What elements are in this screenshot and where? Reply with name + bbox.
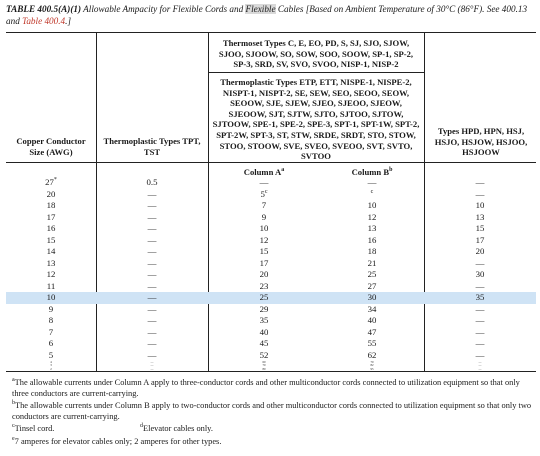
column-a-cell: 17 bbox=[259, 257, 269, 268]
hpd-cell: 20 bbox=[475, 246, 485, 256]
table-row bbox=[6, 338, 536, 350]
column-a-cell: 70 bbox=[262, 364, 266, 368]
table-row bbox=[6, 235, 536, 247]
hpd-cell: 10 bbox=[475, 200, 485, 210]
column-a-cell: 25 bbox=[259, 292, 269, 302]
hpd-hpn-header: Types HPD, HPN, HSJ, HSJO, HSJOW, HSJOO, HSJOOW bbox=[434, 126, 528, 158]
table-top-rule bbox=[6, 32, 536, 33]
table-row bbox=[6, 258, 536, 270]
size-cell: 16 bbox=[46, 223, 56, 233]
size-cell: 11 bbox=[46, 280, 56, 291]
size-cell: 20 bbox=[46, 188, 56, 199]
column-b-cell: 62 bbox=[367, 349, 377, 360]
column-a-cell: 40 bbox=[259, 326, 269, 337]
table-row bbox=[6, 189, 536, 201]
column-a-header bbox=[208, 167, 320, 177]
tpt-cell: — bbox=[147, 188, 157, 199]
column-a-cell: 52 bbox=[259, 349, 269, 360]
hpd-cell: — bbox=[475, 326, 485, 337]
table-row bbox=[6, 315, 536, 327]
tpt-cell: — bbox=[147, 326, 157, 337]
hpd-cell: — bbox=[475, 315, 485, 325]
hpd-cell: — bbox=[475, 188, 485, 199]
column-b-sup: b bbox=[389, 167, 393, 174]
table-row bbox=[6, 246, 536, 258]
hpd-cell: — bbox=[478, 364, 482, 368]
column-a-cell: 35 bbox=[259, 315, 269, 325]
tpt-cell: — bbox=[147, 223, 157, 233]
footnote-c: $^c$Tinsel cord. bbox=[12, 423, 55, 433]
hpd-cell: — bbox=[475, 338, 485, 348]
column-b-cell: 25 bbox=[367, 269, 377, 279]
tpt-cell: — bbox=[150, 367, 154, 371]
column-a-cell: 9 bbox=[261, 211, 267, 222]
size-cell: 14 bbox=[46, 246, 56, 256]
hpd-cell: — bbox=[475, 280, 485, 291]
column-a-cell: 60 bbox=[262, 361, 266, 364]
column-b-cell: 70 bbox=[370, 361, 374, 364]
hpd-cell: 13 bbox=[475, 211, 485, 222]
size-cell: 5 bbox=[48, 349, 54, 360]
tpt-cell: — bbox=[147, 246, 157, 256]
hpd-cell: — bbox=[478, 361, 482, 364]
hpd-cell: — bbox=[475, 177, 485, 187]
thermoplastic-types-header: Thermoplastic Types ETP, ETT, NISPE-1, NISPE-2, NISPT-1, NISPT-2, SE, SEW, SEO, SEOO, SEOW, SEOOW, SJE, SJEW, SJEO, SJEOO, SJEOW, SJEOOW, SJT, SJTW, SJTO, SJTOO, SJTOW, SJTOOW, SPE-1, SPE-2, SPE-3, SPT-1, SPT-1W, SPT-2, SPT-2W, SPT-3, ST, STW, SRDE, SRDT, STO, STOW, STOO, STOOW, SVE, SVEO, SVEOO, SVT, SVTO, SVTOO bbox=[212, 77, 420, 162]
thermoset-underline bbox=[208, 72, 424, 73]
column-a-cell: 29 bbox=[259, 303, 269, 314]
tpt-cell: — bbox=[147, 269, 157, 279]
table-row bbox=[6, 281, 536, 293]
size-cell: 9 bbox=[48, 303, 54, 314]
caption-title-1: Allowable Ampacity for Flexible Cords and bbox=[83, 4, 244, 14]
caption-highlight: Flexible bbox=[245, 4, 276, 14]
table-400-4-link[interactable]: Table 400.4 bbox=[22, 15, 66, 26]
column-b-cell: 10 bbox=[367, 200, 377, 210]
tpt-cell: — bbox=[147, 303, 157, 314]
thermoset-types-header: Thermoset Types C, E, EO, PD, S, SJ, SJO, SJOW, SJOO, SJOOW, SO, SOW, SOO, SOOW, SP-1, SP-2, SP-3, SRD, SV, SVO, SVOO, NISP-1, NISP-2 bbox=[218, 38, 414, 70]
table-row bbox=[6, 304, 536, 316]
table-row bbox=[6, 327, 536, 339]
table-row bbox=[6, 212, 536, 224]
tpt-cell: 0.5 bbox=[146, 177, 158, 187]
tpt-cell: — bbox=[147, 338, 157, 348]
hpd-cell: — bbox=[475, 257, 485, 268]
footnote-d: $^d$Elevator cables only. bbox=[140, 423, 213, 433]
size-cell: 6 bbox=[48, 338, 54, 348]
hpd-cell: 17 bbox=[475, 234, 485, 245]
tpt-cell: — bbox=[147, 280, 157, 291]
tpt-cell: — bbox=[147, 200, 157, 210]
size-cell: 8 bbox=[48, 315, 54, 325]
hpd-cell: — bbox=[475, 303, 485, 314]
column-a-cell: 80 bbox=[262, 367, 266, 371]
table-number: TABLE 400.5(A)(1) bbox=[6, 4, 82, 14]
tpt-tst-header: Thermoplastic Types TPT, TST bbox=[103, 136, 201, 157]
footnote-a: $^a$The allowable currents under Column A apply to three-conductor cords and other multiconductor cords connected to utilization equipment so that only three conductors are current-carrying. bbox=[12, 377, 520, 398]
hpd-cell: 15 bbox=[475, 223, 485, 233]
caption-title-2: Cables [Based on Ambient Temperature of 30°C (86°F). See 400.13 and bbox=[6, 4, 528, 26]
column-b-cell: 34 bbox=[367, 303, 377, 314]
column-a-cell: 12 bbox=[259, 234, 269, 245]
size-cell: 17 bbox=[46, 211, 56, 222]
column-a-cell: 45 bbox=[259, 338, 269, 348]
tpt-cell: — bbox=[147, 211, 157, 222]
column-b-header bbox=[320, 167, 424, 177]
size-cell: 13 bbox=[46, 257, 56, 268]
column-b-cell: 16 bbox=[367, 234, 377, 245]
column-b-cell: 47 bbox=[367, 326, 377, 337]
copper-conductor-size-header: Copper Conductor Size (AWG) bbox=[16, 136, 86, 157]
column-b-cell: 27 bbox=[367, 280, 377, 291]
size-cell: 7 bbox=[48, 326, 54, 337]
column-a-sup: a bbox=[281, 167, 285, 174]
column-a-cell: 5$^c$ bbox=[260, 188, 268, 199]
column-b-cell: 12 bbox=[367, 211, 377, 222]
size-cell: 12 bbox=[46, 269, 56, 279]
tpt-cell: — bbox=[150, 361, 154, 364]
table-bottom-rule bbox=[6, 371, 536, 372]
column-b-cell: 21 bbox=[367, 257, 377, 268]
size-cell: 3 bbox=[50, 364, 52, 368]
footnote-e: $^e$7 amperes for elevator cables only; 2 amperes for other types. bbox=[12, 436, 222, 446]
tpt-cell: — bbox=[147, 234, 157, 245]
size-cell: 27* bbox=[45, 177, 57, 187]
tpt-cell: — bbox=[147, 257, 157, 268]
column-a-cell: 15 bbox=[259, 246, 269, 256]
column-a-cell: — bbox=[259, 177, 269, 187]
column-a-cell: 20 bbox=[259, 269, 269, 279]
column-b-cell: 30 bbox=[367, 292, 377, 302]
column-b-cell: 40 bbox=[367, 315, 377, 325]
table-row bbox=[6, 350, 536, 362]
tpt-cell: — bbox=[147, 292, 157, 302]
header-bottom-rule bbox=[6, 162, 536, 163]
table-row bbox=[6, 223, 536, 235]
hpd-cell: — bbox=[475, 349, 485, 360]
size-cell: 10 bbox=[46, 292, 56, 302]
table-row bbox=[6, 368, 536, 371]
column-b-cell: 82 bbox=[370, 364, 374, 368]
caption-end: .] bbox=[65, 15, 72, 26]
size-cell: 4 bbox=[50, 361, 52, 364]
table-row bbox=[6, 200, 536, 212]
table-row-selected[interactable] bbox=[6, 292, 536, 304]
column-b-cell: 18 bbox=[367, 246, 377, 256]
column-b-cell: 55 bbox=[367, 338, 377, 348]
hpd-cell: 30 bbox=[475, 269, 485, 279]
tpt-cell: — bbox=[150, 364, 154, 368]
size-cell: 15 bbox=[46, 234, 56, 245]
column-b-cell: 95 bbox=[370, 367, 374, 371]
column-a-label: Column A bbox=[243, 167, 282, 177]
column-b-cell: — bbox=[367, 177, 377, 187]
hpd-cell: 35 bbox=[475, 292, 485, 302]
table-row bbox=[6, 177, 536, 189]
hpd-cell: — bbox=[478, 367, 482, 371]
table-caption bbox=[6, 4, 536, 27]
size-cell: 2 bbox=[50, 367, 52, 371]
footnote-b: $^b$The allowable currents under Column B apply to two-conductor cords and other multiconductor cords connected to utilization equipment so that only two conductors are current-carrying. bbox=[12, 400, 532, 421]
size-cell: 18 bbox=[46, 200, 56, 210]
tpt-cell: — bbox=[147, 315, 157, 325]
table-row bbox=[6, 269, 536, 281]
column-a-cell: 7 bbox=[261, 200, 267, 210]
column-a-cell: 10 bbox=[259, 223, 269, 233]
column-a-cell: 23 bbox=[259, 280, 269, 291]
tpt-cell: — bbox=[147, 349, 157, 360]
column-b-cell: c bbox=[370, 188, 374, 195]
column-b-label: Column B bbox=[351, 167, 390, 177]
column-b-cell: 13 bbox=[367, 223, 377, 233]
